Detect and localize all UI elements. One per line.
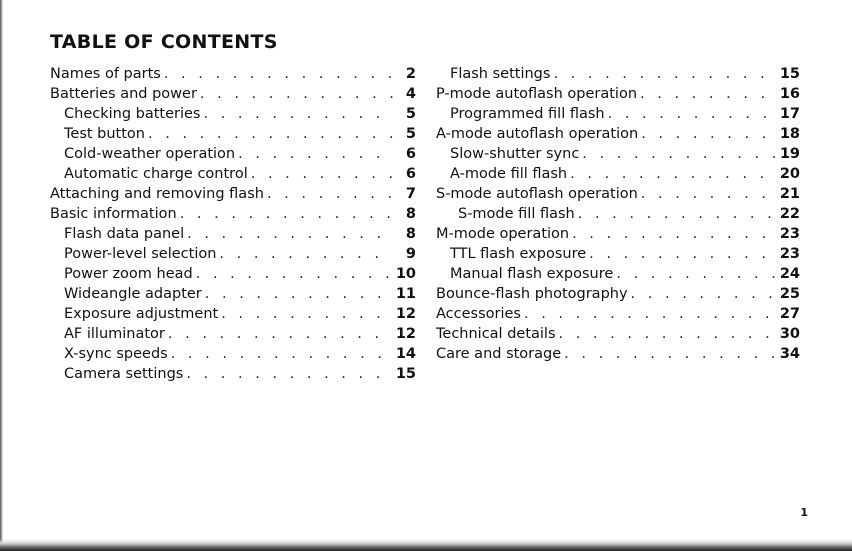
toc-entry-page: 23 [779, 246, 800, 262]
toc-entry-title: Flash data panel [64, 226, 185, 242]
toc-dot-leader [631, 284, 777, 304]
toc-dot-leader [238, 144, 393, 164]
toc-entry-page: 25 [779, 286, 800, 302]
toc-entry-title: Programmed fill flash [450, 106, 605, 122]
toc-entry-page: 21 [779, 186, 800, 202]
toc-entry [50, 144, 416, 164]
toc-dot-leader [608, 104, 777, 124]
toc-entry-page: 27 [779, 306, 800, 322]
toc-entry-title: Cold-weather operation [64, 146, 236, 162]
toc-entry [436, 204, 800, 224]
toc-entry-page: 8 [405, 206, 416, 222]
toc-entry [436, 164, 800, 184]
toc-entry [436, 224, 800, 244]
toc-entry [50, 64, 416, 84]
toc-entry [50, 104, 416, 124]
toc-dot-leader [641, 184, 777, 204]
toc-entry [50, 304, 416, 324]
toc-entry [50, 184, 416, 204]
toc-entry-title: Exposure adjustment [64, 306, 219, 322]
toc-entry-title: Bounce-flash photography [436, 286, 628, 302]
toc-entry-title: A-mode autoflash operation [436, 126, 639, 142]
toc-entry-title: Slow-shutter sync [450, 146, 580, 162]
toc-dot-leader [186, 364, 392, 384]
toc-entry-title: Manual flash exposure [450, 266, 614, 282]
toc-entry-title: Accessories [436, 306, 521, 322]
toc-entry-page: 23 [779, 226, 800, 242]
toc-entry [436, 264, 800, 284]
toc-entry-page: 20 [779, 166, 800, 182]
toc-dot-leader [564, 344, 777, 364]
toc-entry [436, 124, 800, 144]
toc-dot-leader [582, 144, 777, 164]
toc-dot-leader [559, 324, 777, 344]
toc-entry-title: Power zoom head [64, 266, 193, 282]
toc-dot-leader [641, 124, 777, 144]
toc-entry-title: TTL flash exposure [450, 246, 587, 262]
toc-entry [436, 144, 800, 164]
toc-entry-title: S-mode fill flash [458, 206, 575, 222]
toc-dot-leader [196, 264, 393, 284]
toc-entry-title: P-mode autoflash operation [436, 86, 638, 102]
toc-entry-title: Flash settings [450, 66, 551, 82]
toc-entry [436, 304, 800, 324]
toc-dot-leader [640, 84, 777, 104]
toc-entry-title: M-mode operation [436, 226, 570, 242]
toc-entry [436, 84, 800, 104]
toc-dot-leader [524, 304, 777, 324]
toc-entry-page: 15 [395, 366, 416, 382]
toc-entry [436, 64, 800, 84]
toc-entry-title: X-sync speeds [64, 346, 168, 362]
toc-entry [436, 104, 800, 124]
toc-entry-title: Names of parts [50, 66, 161, 82]
toc-entry-title: Technical details [436, 326, 556, 342]
toc-entry [50, 204, 416, 224]
toc-entry-page: 14 [395, 346, 416, 362]
toc-entry [50, 224, 416, 244]
toc-entry-page: 2 [405, 66, 416, 82]
toc-dot-leader [164, 64, 393, 84]
toc-entry [436, 284, 800, 304]
toc-entry [50, 364, 416, 384]
toc-dot-leader [171, 344, 393, 364]
toc-entry [436, 324, 800, 344]
toc-entry-title: Wideangle adapter [64, 286, 202, 302]
toc-entry-page: 7 [405, 186, 416, 202]
toc-entry-page: 24 [779, 266, 800, 282]
toc-entry-page: 10 [395, 266, 416, 282]
toc-entry-page: 30 [779, 326, 800, 342]
toc-dot-leader [203, 104, 393, 124]
toc-entry-page: 12 [395, 306, 416, 322]
toc-right-column [436, 64, 800, 364]
toc-dot-leader [570, 164, 777, 184]
toc-dot-leader [251, 164, 393, 184]
toc-entry [436, 244, 800, 264]
toc-entry-page: 11 [395, 286, 416, 302]
toc-dot-leader [205, 284, 393, 304]
page-bottom-edge-shadow [0, 539, 852, 551]
toc-dot-leader [589, 244, 777, 264]
toc-entry [50, 84, 416, 104]
page-number: 1 [800, 506, 808, 519]
toc-dot-leader [553, 64, 776, 84]
toc-dot-leader [221, 304, 393, 324]
toc-entry-page: 18 [779, 126, 800, 142]
toc-entry [50, 344, 416, 364]
toc-entry [436, 184, 800, 204]
toc-entry-title: A-mode fill flash [450, 166, 568, 182]
toc-entry-page: 34 [779, 346, 800, 362]
toc-entry-title: Automatic charge control [64, 166, 248, 182]
toc-entry-page: 6 [405, 146, 416, 162]
toc-dot-leader [180, 204, 393, 224]
toc-dot-leader [219, 244, 393, 264]
toc-dot-leader [168, 324, 393, 344]
toc-entry [50, 164, 416, 184]
toc-entry-page: 5 [405, 106, 416, 122]
toc-left-column [50, 64, 416, 384]
toc-entry-title: AF illuminator [64, 326, 165, 342]
toc-entry-title: Basic information [50, 206, 177, 222]
toc-title: TABLE OF CONTENTS [50, 31, 278, 53]
toc-entry [50, 324, 416, 344]
toc-entry-page: 16 [779, 86, 800, 102]
toc-entry [50, 264, 416, 284]
page-edge-shadow [0, 0, 3, 551]
toc-entry-title: Batteries and power [50, 86, 197, 102]
toc-entry-title: Power-level selection [64, 246, 217, 262]
toc-entry-page: 12 [395, 326, 416, 342]
toc-entry-title: Attaching and removing flash [50, 186, 264, 202]
toc-entry-page: 8 [405, 226, 416, 242]
toc-entry-page: 9 [405, 246, 416, 262]
toc-dot-leader [187, 224, 393, 244]
toc-dot-leader [267, 184, 393, 204]
toc-dot-leader [616, 264, 777, 284]
toc-entry-page: 6 [405, 166, 416, 182]
toc-entry-title: Checking batteries [64, 106, 201, 122]
toc-entry-page: 5 [405, 126, 416, 142]
toc-entry-page: 22 [779, 206, 800, 222]
toc-dot-leader [148, 124, 393, 144]
toc-entry-page: 4 [405, 86, 416, 102]
toc-entry [50, 124, 416, 144]
toc-entry [50, 284, 416, 304]
toc-entry-title: Camera settings [64, 366, 184, 382]
toc-dot-leader [578, 204, 777, 224]
toc-entry [436, 344, 800, 364]
toc-dot-leader [572, 224, 777, 244]
toc-entry-title: Test button [64, 126, 145, 142]
toc-entry-title: Care and storage [436, 346, 562, 362]
toc-entry-page: 19 [779, 146, 800, 162]
toc-dot-leader [200, 84, 393, 104]
toc-entry [50, 244, 416, 264]
toc-entry-title: S-mode autoflash operation [436, 186, 638, 202]
toc-entry-page: 15 [779, 66, 800, 82]
toc-entry-page: 17 [779, 106, 800, 122]
